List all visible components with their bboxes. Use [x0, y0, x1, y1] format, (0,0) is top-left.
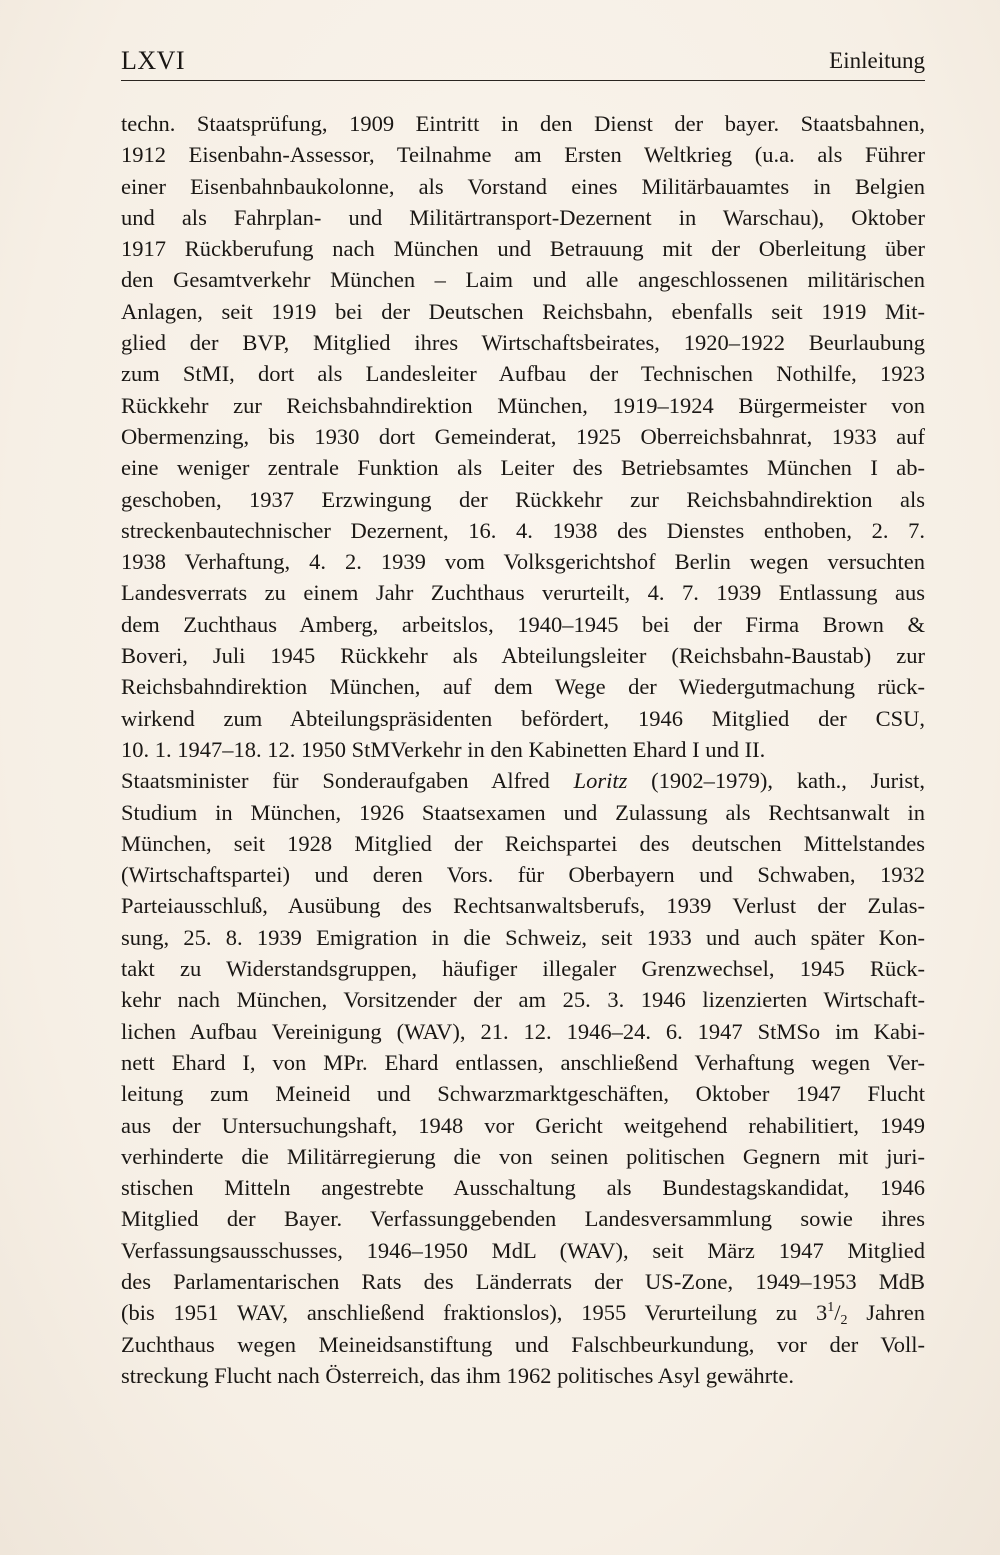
text-line-fraction: [121, 1297, 925, 1328]
text-line: den Gesamtverkehr München – Laim und alle angeschlossenen militärischen: [121, 267, 925, 293]
text-line: Mitglied der Bayer. Verfassunggebenden Landesversammlung sowie ihres: [121, 1206, 925, 1232]
page-header: [121, 44, 925, 78]
text-line: Parteiausschluß, Ausübung des Rechtsanwaltsberufs, 1939 Verlust der Zulas-: [121, 893, 925, 919]
text-line: einer Eisenbahnbaukolonne, als Vorstand eines Militärbauamtes in Belgien: [121, 173, 925, 199]
text-line: 1912 Eisenbahn-Assessor, Teilnahme am Ersten Weltkrieg (u.a. als Führer: [121, 142, 925, 168]
text-line: Studium in München, 1926 Staatsexamen und Zulassung als Rechtsanwalt in: [121, 799, 925, 825]
text-line: leitung zum Meineid und Schwarzmarktgeschäften, Oktober 1947 Flucht: [121, 1081, 925, 1107]
fraction-denominator: 2: [840, 1313, 848, 1329]
text-line: eine weniger zentrale Funktion als Leiter des Betriebsamtes München I ab-: [121, 455, 925, 481]
text-line: 1938 Verhaftung, 4. 2. 1939 vom Volksgerichtshof Berlin wegen versuchten: [121, 549, 925, 575]
text-line: dem Zuchthaus Amberg, arbeitslos, 1940–1945 bei der Firma Brown &: [121, 611, 925, 637]
text-line: aus der Untersuchungshaft, 1948 vor Gericht weitgehend rehabilitiert, 1949: [121, 1112, 925, 1138]
fraction-numerator: 1: [827, 1300, 835, 1316]
text-line: und als Fahrplan- und Militärtransport-Dezernent in Warschau), Oktober: [121, 204, 925, 230]
text-line: nett Ehard I, von MPr. Ehard entlassen, anschließend Verhaftung wegen Ver-: [121, 1049, 925, 1075]
text-line: München, seit 1928 Mitglied der Reichspartei des deutschen Mittelstandes: [121, 830, 925, 856]
text-line: glied der BVP, Mitglied ihres Wirtschaftsbeirates, 1920–1922 Beurlaubung: [121, 330, 925, 356]
body-text: [121, 108, 925, 1391]
fraction-line-post: Jahren: [847, 1300, 925, 1326]
text-line: streckenbautechnischer Dezernent, 16. 4. 1938 des Dienstes enthoben, 2. 7.: [121, 517, 925, 543]
text-line: stischen Mitteln angestrebte Ausschaltung als Bundestagskandidat, 1946: [121, 1175, 925, 1201]
text-line: verhinderte die Militärregierung die von seinen politischen Gegnern mit juri-: [121, 1143, 925, 1169]
header-rule: [121, 80, 925, 81]
text-line-loritz: [121, 765, 925, 796]
fraction-line-pre: (bis 1951 WAV, anschließend fraktionslos), 1955 Verurteilung zu 3: [121, 1300, 828, 1326]
text-line: 10. 1. 1947–18. 12. 1950 StMVerkehr in den Kabinetten Ehard I und II.: [121, 736, 766, 762]
text-line: sung, 25. 8. 1939 Emigration in die Schweiz, seit 1933 und auch später Kon-: [121, 924, 925, 950]
text-line: wirkend zum Abteilungspräsidenten befördert, 1946 Mitglied der CSU,: [121, 705, 925, 731]
running-title: Einleitung: [829, 48, 925, 73]
text-line: Boveri, Juli 1945 Rückkehr als Abteilungsleiter (Reichsbahn-Baustab) zur: [121, 643, 925, 669]
text-line: lichen Aufbau Vereinigung (WAV), 21. 12. 1946–24. 6. 1947 StMSo im Kabi-: [121, 1018, 925, 1044]
loritz-line-post: (1902–1979), kath., Jurist,: [627, 768, 925, 794]
text-line: (Wirtschaftspartei) und deren Vors. für Oberbayern und Schwaben, 1932: [121, 862, 925, 888]
text-line: des Parlamentarischen Rats des Länderrats der US-Zone, 1949–1953 MdB: [121, 1268, 925, 1294]
text-line: geschoben, 1937 Erzwingung der Rückkehr zur Reichsbahndirektion als: [121, 486, 925, 512]
text-line: kehr nach München, Vorsitzender der am 25. 3. 1946 lizenzierten Wirtschaft-: [121, 987, 925, 1013]
page-number: LXVI: [121, 46, 186, 75]
text-line: takt zu Widerstandsgruppen, häufiger illegaler Grenzwechsel, 1945 Rück-: [121, 956, 925, 982]
text-line: Reichsbahndirektion München, auf dem Wege der Wiedergutmachung rück-: [121, 674, 925, 700]
text-line: Rückkehr zur Reichsbahndirektion München, 1919–1924 Bürgermeister von: [121, 392, 925, 418]
text-line: techn. Staatsprüfung, 1909 Eintritt in den Dienst der bayer. Staatsbahnen,: [121, 111, 925, 136]
text-line: streckung Flucht nach Österreich, das ihm 1962 politisches Asyl gewährte.: [121, 1362, 794, 1388]
text-line: 1917 Rückberufung nach München und Betrauung mit der Oberleitung über: [121, 236, 925, 262]
loritz-line-pre: Staatsminister für Sonderaufgaben Alfred: [121, 768, 574, 794]
text-line: Obermenzing, bis 1930 dort Gemeinderat, 1925 Oberreichsbahnrat, 1933 auf: [121, 423, 925, 449]
text-line: Verfassungsausschusses, 1946–1950 MdL (WAV), seit März 1947 Mitglied: [121, 1237, 925, 1263]
text-line: Zuchthaus wegen Meineidsanstiftung und Falschbeurkundung, vor der Voll-: [121, 1331, 925, 1357]
fraction-slash: /: [834, 1300, 841, 1326]
text-line: zum StMI, dort als Landesleiter Aufbau der Technischen Nothilfe, 1923: [121, 361, 925, 387]
text-line: Anlagen, seit 1919 bei der Deutschen Reichsbahn, ebenfalls seit 1919 Mit-: [121, 298, 925, 324]
text-line: Landesverrats zu einem Jahr Zuchthaus verurteilt, 4. 7. 1939 Entlassung aus: [121, 580, 925, 606]
person-name-loritz: Loritz: [573, 768, 628, 794]
